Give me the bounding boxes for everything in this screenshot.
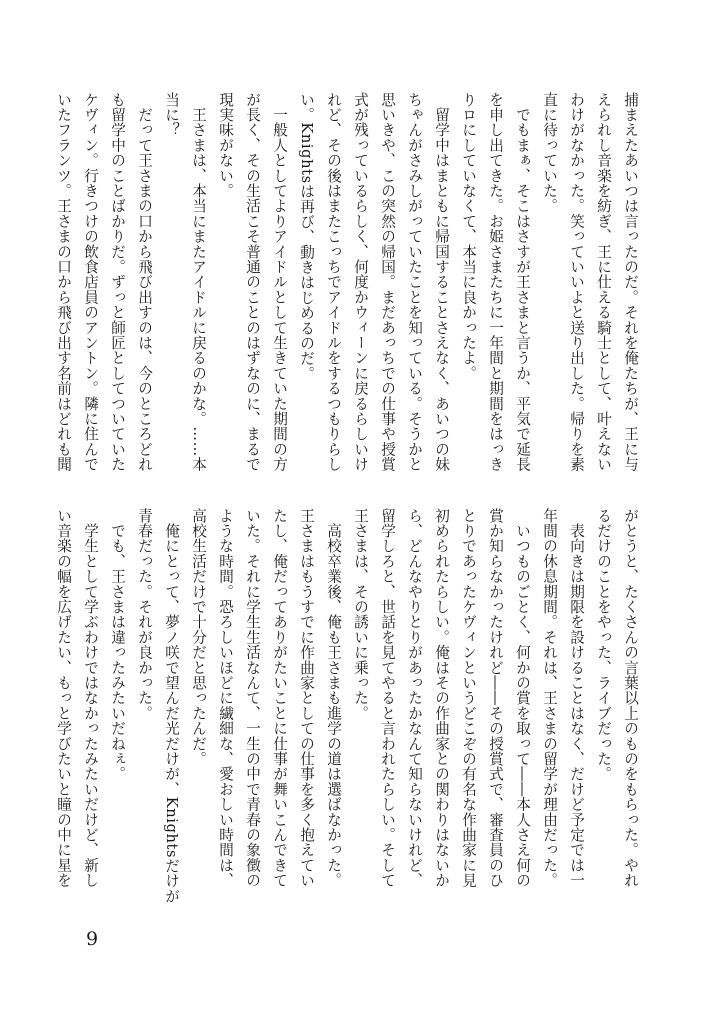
text-line: るだけのことをやった、ライブだった。 — [595, 508, 612, 782]
text-line: 留学しろと、世話を見てやると言われたらしい。そして — [379, 508, 396, 888]
text-line: いた。それに学生生活なんて、一生の中で青春の象徴の — [244, 508, 261, 888]
text-line: 学生として学ぶわけではなかったみたいだけど、新し — [82, 508, 99, 888]
text-line: い音楽の幅を広げたい、もっと学びたいと瞳の中に星を — [55, 508, 72, 888]
text-line: 捕まえたあいつは言ったのだ。それを俺たちが、王に与 — [622, 92, 639, 472]
text-line: 俺にとって、夢ノ咲で望んだ光だけが、Knightsだけが — [163, 508, 180, 904]
text-block-upper — [55, 92, 644, 472]
text-line: ら、どんなやりとりがあったかなんて知らないけれど、 — [406, 508, 423, 888]
text-line: 直に待っていた。 — [541, 92, 558, 214]
text-line: 王さまはもうすでに作曲家としての仕事を多く抱えてい — [298, 508, 315, 888]
text-line: わけがなかった。笑っていいよと送り出した。帰りを素 — [568, 92, 585, 472]
text-line: 王さまは、その誘いに乗った。 — [352, 508, 369, 721]
text-line: 表向きは期限を設けることはなく、だけど予定では一 — [568, 508, 585, 888]
text-line: が長く、その生活こそ普通のことのはずなのに、まるで — [244, 92, 261, 472]
text-line: ような時間。恐ろしいほどに繊細な、愛おしい時間は、 — [217, 508, 234, 888]
page-number: 9 — [86, 928, 99, 950]
text-line: 初められたらしい。俺はその作曲家との関わりはないか — [433, 508, 450, 888]
text-line: 式が残っているらしく、何度かウィーンに戻るらしいけ — [352, 92, 369, 472]
text-line: 高校卒業後、俺も王さまも進学の道は選ばなかった。 — [325, 508, 342, 888]
text-line: でも、王さまは違ったみたいだねぇ。 — [109, 508, 126, 782]
text-line: を申し出てきた。お姫さまたちに一年間と期間をはっき — [487, 92, 504, 472]
text-line: 当に？ — [163, 92, 180, 138]
text-line: 高校生活だけで十分だと思ったんだ。 — [190, 508, 207, 767]
text-line: いたフランツ。王さまの口から飛び出す名前はどれも聞 — [55, 92, 72, 472]
text-line: えられし音楽を紡ぎ、王に仕える騎士として、叶えない — [595, 92, 612, 472]
text-line: れど、その後はまたこっちでアイドルをするつもりらし — [325, 92, 342, 472]
text-line: でもまぁ、そこはさすが王さまと言うか、平気で延長 — [514, 92, 531, 472]
text-line: ケヴィン。行きつけの飲食店員のアントン。隣に住んで — [82, 92, 99, 472]
text-line: がとうと、たくさんの言葉以上のものをもらった。やれ — [622, 508, 639, 888]
text-line: 思いきや、この突然の帰国。まだあっちでの仕事や授賞 — [379, 92, 396, 472]
text-line: 青春だった。それが良かった。 — [136, 508, 153, 721]
text-line: 一般人としてよりアイドルとして生きていた期間の方 — [271, 92, 288, 472]
text-line: 年間の休息期間。それは、王さまの留学が理由だった。 — [541, 508, 558, 888]
text-line: 賞か知らなかったけれど――その授賞式で、審査員のひ — [487, 508, 504, 888]
text-line: とりであったケヴィンというどこぞの有名な作曲家に見 — [460, 508, 477, 888]
text-line: だって王さまの口から飛び出すのは、今のところどれ — [136, 92, 153, 472]
text-line: も留学中のことばかりだ。ずっと師匠としてついていた — [109, 92, 126, 472]
text-line: 王さまは、本当にまたアイドルに戻るのかな。……本 — [190, 92, 207, 472]
text-line: たし、俺だってありがたいことに仕事が舞いこんできて — [271, 508, 288, 888]
text-line: 留学中はまともに帰国することさえなく、あいつの妹 — [433, 92, 450, 472]
text-line: りロにしていなくて、本当に良かったよ。 — [460, 92, 477, 381]
text-block-lower — [55, 508, 644, 908]
text-line: い。Knightsは再び、動きはじめるのだ。 — [298, 92, 315, 382]
text-line: いつものごとく、何かの賞を取って――本人さえ何の — [514, 508, 531, 888]
text-line: ちゃんがさみしがっていたことを知っている。そうかと — [406, 92, 423, 472]
text-line: 現実味がない。 — [217, 92, 234, 199]
